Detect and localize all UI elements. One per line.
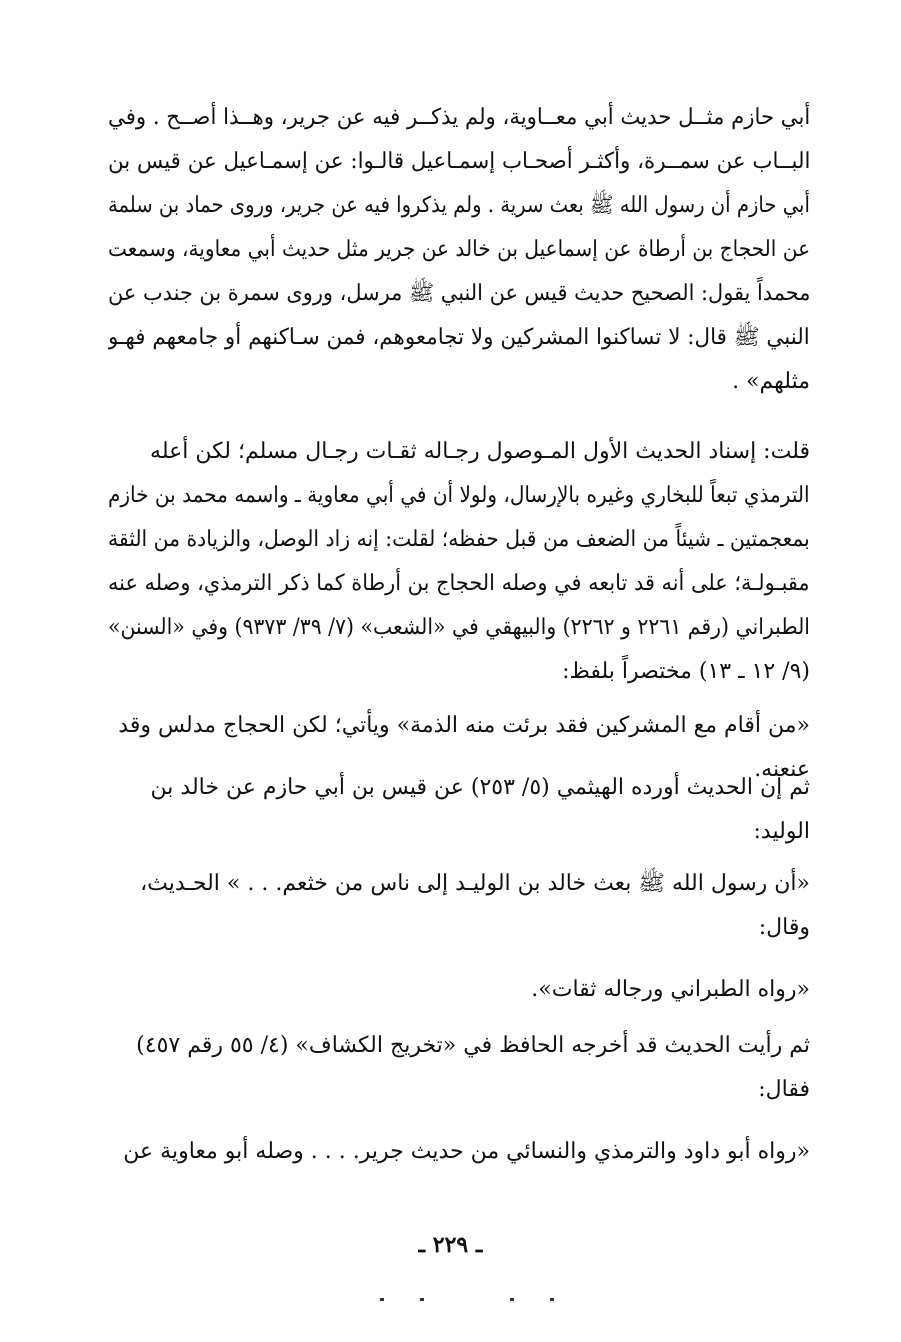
paragraph-quote-tabarani [108,968,810,1012]
text-line: الطبراني (رقم ٢٢٦١ و ٢٢٦٢) والبيهقي في «الشعب» (٧/ ٣٩/ ٩٣٧٣) وفي «السنن» [108,615,810,640]
text-line: «أن رسول الله ﷺ بعث خالد بن الوليـد إلى ناس من خثعم. . . » الحـديث، [140,871,810,896]
text-line: بمعجمتين ـ شيئاً من الضعف من قبل حفظه؛ لقلت: إنه زاد الوصل، والزيادة من الثقة [108,527,810,552]
paragraph-kashshaf [108,1024,810,1112]
text-line: الترمذي تبعاً للبخاري وغيره بالإرسال، ولولا أن في أبي معاوية ـ واسمه محمد بن خازم [108,483,810,508]
paragraph-author-comment [108,430,810,694]
text-line: عنعنه. [754,757,810,782]
text-line: ثم رأيت الحديث قد أخرجه الحافظ في «تخريج الكشاف» (٤/ ٥٥ رقم ٤٥٧) [136,1033,810,1058]
text-line: «رواه الطبراني ورجاله ثقات». [531,977,810,1002]
scan-artifact-dots [360,1298,580,1304]
scan-dot [420,1298,424,1301]
text-line: (٩/ ١٢ ـ ١٣) مختصراً بلفظ: [562,659,810,684]
text-line: أبي حازم أن رسول الله ﷺ بعث سرية . ولم يذكروا فيه عن جرير، وروى حماد بن سلمة [108,193,810,218]
text-line: عن الحجاج بن أرطاة عن إسماعيل بن خالد عن جرير مثل حديث أبي معاوية، وسمعت [108,237,810,262]
paragraph-hadith-discussion [108,96,810,404]
paragraph-haythami [108,766,810,854]
text-line: وقال: [758,915,810,940]
text-line: «من أقام مع المشركين فقد برئت منه الذمة» ويأتي؛ لكن الحجاج مدلس وقد [118,713,810,738]
text-line: مقبـولـة؛ على أنه قد تابعه في وصله الحجاج بن أرطاة كما ذكر الترمذي، وصله عنه [108,571,810,596]
scan-dot [550,1298,554,1301]
text-line: محمداً يقول: الصحيح حديث قيس عن النبي ﷺ مرسل، وروى سمرة بن جندب عن [108,281,810,306]
text-line: مثلهم» . [732,369,810,394]
scan-dot [510,1298,514,1301]
text-line: الوليد: [753,819,810,844]
text-line: قلت: إسناد الحديث الأول المـوصول رجـاله ثقـات رجـال مسلم؛ لكن أعله [150,439,810,464]
scan-dot [380,1298,384,1301]
text-line: فقال: [758,1077,810,1102]
page-number: ـ ٢٢٩ ـ [418,1232,483,1258]
paragraph-quote-khalid [108,862,810,950]
text-line: أبي حازم مثــل حديث أبي معــاوية، ولم يذكــر فيه عن جرير، وهــذا أصــح . وفي [108,105,810,130]
text-line: ثم إن الحديث أورده الهيثمي (٥/ ٢٥٣) عن قيس بن أبي حازم عن خالد بن [150,775,810,800]
paragraph-quote-abu-dawud [108,1130,810,1174]
text-line: النبي ﷺ قال: لا تساكنوا المشركين ولا تجامعوهم، فمن سـاكنهم أو جامعهم فهـو [108,325,810,350]
text-line: «رواه أبو داود والترمذي والنسائي من حديث جرير. . . . وصله أبو معاوية عن [123,1139,810,1164]
text-line: البــاب عن سمــرة، وأكثـر أصحـاب إسمـاعيل قالـوا: عن إسمـاعيل عن قيس بن [108,149,810,174]
